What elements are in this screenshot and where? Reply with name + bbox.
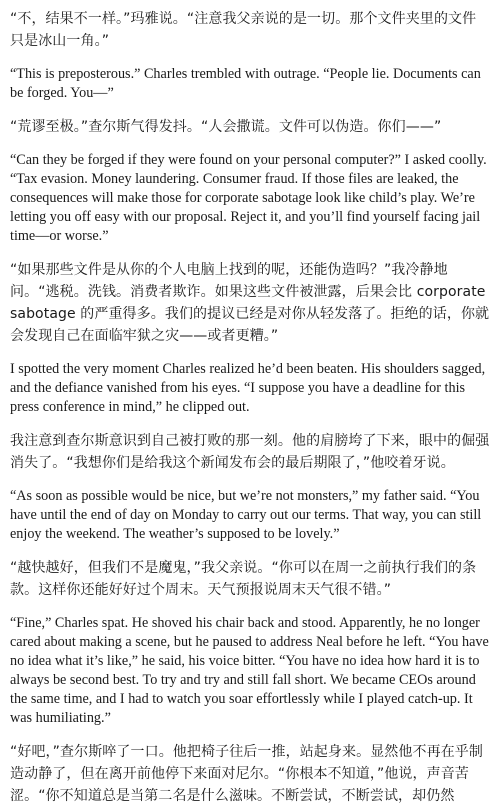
paragraph-zh-3: “如果那些文件是从你的个人电脑上找到的呢，还能伪造吗？”我冷静地问。“逃税。洗钱。消费者欺诈。如果这些文件被泄露，后果会比 corporate sabotage 的严重得多。我们的提议已经是对你从轻发落了。拒绝的话，你就会发现自己在面临牢狱之灾——或者更糟。”	[10, 262, 490, 344]
paragraph-en-1: “This is preposterous.” Charles trembled with outrage. “People lie. Documents can be forged. You—”	[10, 66, 481, 101]
paragraph-zh-1: “不，结果不一样。”玛雅说。“注意我父亲说的是一切。那个文件夹里的文件只是冰山一角。”	[10, 11, 477, 49]
paragraph-en-5: “Fine,” Charles spat. He shoved his chair back and stood. Apparently, he no longer cared about making a scene, but he paused to address Neal before he left. “You have no idea what it’s like,” he said, his voice bitter. “You have no idea how hard it is to always be second best. To try and try and still fall short. We became CEOs around the same time, and I had to watch you soar effortlessly while I played catch-up. It was humiliating.”	[10, 615, 489, 726]
paragraph-en-2: “Can they be forged if they were found on your personal computer?” I asked coolly. “Tax evasion. Money laundering. Consumer fraud. If those files are leaked, the consequences will make those for corporate sabotage look like child’s play. We’re letting you off easy with our proposal. Reject it, and you’ll find yourself facing jail time—or worse.”	[10, 152, 487, 244]
paragraph-zh-5: “越快越好，但我们不是魔鬼，”我父亲说。“你可以在周一之前执行我们的条款。这样你还能好好过个周末。天气预报说周末天气很不错。”	[10, 560, 477, 598]
paragraph-en-4: “As soon as possible would be nice, but we’re not monsters,” my father said. “You have until the end of day on Monday to carry out our terms. That way, you can still enjoy the weekend. The weather’s supposed to be lovely.”	[10, 488, 482, 542]
paragraph-zh-2: “荒谬至极。”查尔斯气得发抖。“人会撒谎。文件可以伪造。你们——”	[10, 119, 442, 135]
paragraph-zh-4: 我注意到查尔斯意识到自己被打败的那一刻。他的肩膀垮了下来，眼中的倔强消失了。“我想你们是给我这个新闻发布会的最后期限了，”他咬着牙说。	[10, 433, 490, 471]
paragraph-en-3: I spotted the very moment Charles realized he’d been beaten. His shoulders sagged, and the defiance vanished from his eyes. “I suppose you have a deadline for this press conference in mind,” he clipped out.	[10, 361, 486, 415]
paragraph-zh-6: “好吧，”查尔斯啐了一口。他把椅子往后一推，站起身来。显然他不再在乎制造动静了，但在离开前他停下来面对尼尔。“你根本不知道，”他说，声音苦涩。“你不知道总是当第二名是什么滋味。不断尝试，不断尝试，却仍然	[10, 744, 484, 804]
